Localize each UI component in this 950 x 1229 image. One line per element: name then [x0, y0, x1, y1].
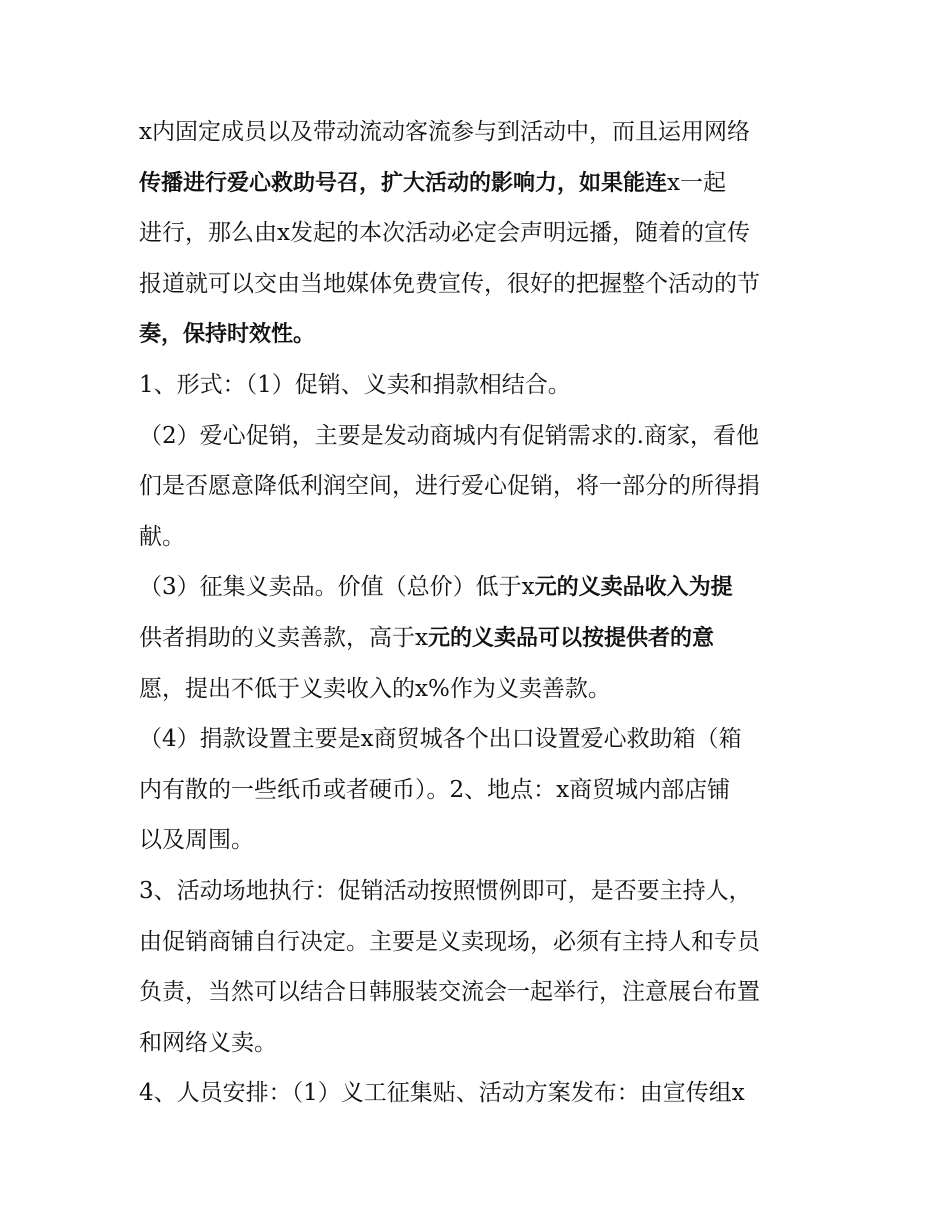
- text-run: （3）征集义卖品。价值（总价）低于x: [139, 574, 535, 601]
- text-line: [139, 714, 819, 765]
- text-line: [139, 107, 819, 158]
- text-run: 3、活动场地执行：促销活动按照惯例即可，是否要主持人，: [139, 877, 752, 904]
- bold-text-run: 元的义卖品可以按提供者的意: [427, 625, 714, 651]
- text-line: [139, 309, 819, 360]
- bold-text-run: 奏，保持时效性。: [139, 322, 316, 348]
- text-line: [139, 1068, 819, 1119]
- text-run: 报道就可以交由当地媒体免费宣传，很好的把握整个活动的节: [139, 270, 760, 297]
- text-line: [139, 967, 819, 1018]
- text-line: [139, 1018, 819, 1069]
- text-run: 1、形式：（1）促销、义卖和捐款相结合。: [139, 371, 571, 398]
- text-run: 负责，当然可以结合日韩服装交流会一起举行，注意展台布置: [139, 979, 760, 1006]
- text-line: [139, 765, 819, 816]
- text-line: [139, 613, 819, 664]
- text-run: 献。: [139, 523, 185, 550]
- text-line: [139, 411, 819, 462]
- text-line: [139, 512, 819, 563]
- bold-text-run: 元的义卖品收入为提: [534, 575, 733, 601]
- document-body: [139, 107, 819, 1119]
- text-run: （4）捐款设置主要是x商贸城各个出口设置爱心救助箱（箱: [139, 726, 742, 753]
- bold-text-run: 传播进行爱心救助号召，扩大活动的影响力，如果能连: [139, 170, 668, 196]
- text-line: [139, 664, 819, 715]
- text-line: [139, 360, 819, 411]
- text-line: [139, 917, 819, 968]
- text-line: [139, 208, 819, 259]
- text-run: 由促销商铺自行决定。主要是义卖现场，必须有主持人和专员: [139, 928, 760, 955]
- text-run: 4、人员安排：（1）义工征集贴、活动方案发布：由宣传组x: [139, 1080, 745, 1107]
- text-line: [139, 815, 819, 866]
- text-run: 内有散的一些纸币或者硬币）。2、地点：x商贸城内部店铺: [139, 776, 731, 803]
- text-run: 进行，那么由x发起的本次活动必定会声明远播，随着的宣传: [139, 220, 750, 247]
- text-run: 以及周围。: [139, 827, 254, 854]
- text-line: [139, 158, 819, 209]
- text-run: 愿，提出不低于义卖收入的x%作为义卖善款。: [139, 675, 611, 702]
- text-run: x一起: [667, 169, 726, 196]
- text-run: 供者捐助的义卖善款，高于x: [139, 624, 428, 651]
- text-run: x内固定成员以及带动流动客流参与到活动中，而且运用网络: [139, 119, 750, 145]
- text-line: [139, 259, 819, 310]
- text-run: （2）爱心促销，主要是发动商城内有促销需求的.商家，看他: [139, 422, 759, 449]
- text-line: [139, 866, 819, 917]
- text-line: [139, 562, 819, 613]
- text-line: [139, 461, 819, 512]
- text-run: 们是否愿意降低利润空间，进行爱心促销，将一部分的所得捐: [139, 473, 760, 500]
- text-run: 和网络义卖。: [139, 1029, 277, 1056]
